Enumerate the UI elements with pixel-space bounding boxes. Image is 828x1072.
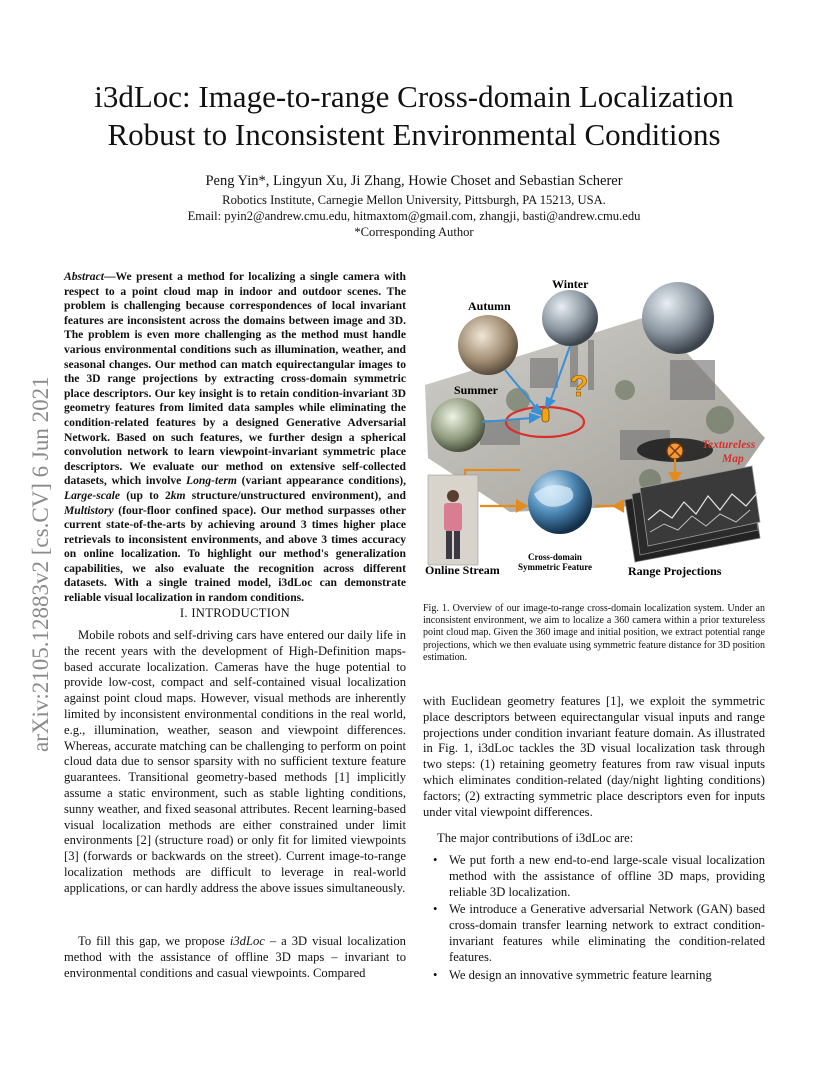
- label-map: Map: [722, 453, 744, 465]
- email: Email: pyin2@andrew.cmu.edu, hitmaxtom@gmail.com, zhangji, basti@andrew.cmu.edu: [187, 209, 641, 223]
- right-paragraph-2: The major contributions of i3dLoc are:: [437, 831, 634, 845]
- abstract-text-5: (four-floor confined space). Our method surpasses other current state-of-the-arts by achieving around 3 times higher place retrievals to inconsistent environments, and above 3 times accuracy on online localization. To highlight our method's generalization capabilities, we also evaluate the recognition across different datasets. With a single trained model, i3dLoc can demonstrate reliable visual localization in random conditions.: [64, 503, 406, 605]
- abstract-longterm: Long-term: [186, 474, 237, 488]
- label-autumn: Autumn: [468, 299, 511, 313]
- authors: Peng Yin*, Lingyun Xu, Ji Zhang, Howie Choset and Sebastian Scherer: [205, 173, 623, 189]
- intro-paragraph-1: Mobile robots and self-driving cars have entered our daily life in the recent years with the development of High-Definition maps-based accurate localization. Cameras have the huge potential to provide low-cost, compact and self-contained visual localization against point cloud maps. However, visual methods are inherently limited by inconsistent environmental conditions in the real world, e.g., illumination, weather, season and viewpoint differences. Whereas, accurate matching can be challenging to perform on point cloud data due to sensor sparsity with no sufficient texture feature guarantees. Transitional geometry-based methods [1] implicitly assume a static environment, such as stable lighting conditions, sunny weather, and fixed seasonal attributes. Recent learning-based visual localization methods are either constrained under limit environments [2] (structure road) or only fit for limited viewpoints [3] (forwards or backwards on the street). Current image-to-range localization methods are difficult to leverage in real-world applications, or can hardly address the above issues simultaneously.: [64, 628, 406, 895]
- intro-paragraph-2: [64, 934, 406, 981]
- intro-p2-start: To fill this gap, we propose: [78, 934, 230, 948]
- contributions-list: [423, 853, 765, 985]
- winter-sphere: [542, 290, 598, 346]
- title-line-2: Robust to Inconsistent Environmental Conditions: [107, 117, 721, 152]
- paper-title: [40, 78, 788, 154]
- intro-p2-name: i3dLoc: [229, 934, 265, 948]
- contribution-item: • We design an innovative symmetric feature learning: [423, 968, 765, 984]
- abstract-text-1: We present a method for localizing a single camera with respect to a point cloud map in indoor and outdoor scenes. The problem is challenging because correspondences of local invariant features are inconsistent across the domains between image and 3D. The problem is even more challenging as the method must handle various environmental conditions such as illumination, weather, and seasonal changes. Our method can match equirectangular images to the 3D range projections by extracting cross-domain symmetric place descriptors. Our key insight is to retain condition-invariant 3D geometry features from limited data samples while eliminating the condition-related features by a designed Generative Adversarial Network. Based on such features, we further design a spherical convolution network to learn viewpoint-invariant symmetric place descriptors. We evaluate our method on extensive self-collected datasets, which involve: [64, 270, 406, 488]
- affiliation: Robotics Institute, Carnegie Mellon University, Pittsburgh, PA 15213, USA.: [222, 193, 606, 207]
- abstract-text-2: (variant appearance conditions),: [236, 474, 406, 488]
- label-winter: Winter: [552, 277, 589, 291]
- summer-sphere: [431, 398, 485, 452]
- label-range-projections: Range Projections: [628, 564, 722, 578]
- label-textureless: Textureless: [702, 439, 756, 451]
- map-corner-sphere: [642, 282, 714, 354]
- label-cross-domain-2: Symmetric Feature: [518, 562, 593, 572]
- camera-pin-icon: [542, 408, 549, 422]
- arxiv-id: arXiv:2105.12883v2 [cs.CV] 6 Jun 2021: [28, 376, 53, 752]
- title-line-1: i3dLoc: Image-to-range Cross-domain Localization: [94, 79, 734, 114]
- figure-1: [420, 270, 770, 592]
- question-mark-icon: ?: [570, 370, 589, 403]
- abstract-km: km: [170, 488, 186, 502]
- contribution-item: • We put forth a new end-to-end large-scale visual localization method with the assistance of offline 3D maps, providing reliable 3D localization.: [423, 853, 765, 900]
- abstract-text-4: structure/unstructured environment), and: [185, 488, 406, 502]
- abstract: [64, 270, 406, 606]
- abstract-text-3: (up to 2: [120, 488, 171, 502]
- abstract-largescale: Large-scale: [64, 488, 121, 502]
- abstract-multistory: Multistory: [64, 503, 114, 517]
- label-cross-domain-1: Cross-domain: [528, 552, 582, 562]
- arxiv-stamp: [8, 240, 60, 800]
- autumn-sphere: [458, 315, 518, 375]
- corresponding-author: *Corresponding Author: [354, 225, 474, 239]
- online-stream-image: [428, 475, 478, 565]
- section-heading-introduction: I. INTRODUCTION: [179, 606, 291, 620]
- intro-p2-rest: – a 3D visual localization method with the assistance of offline 3D maps – invariant to environmental conditions and casual viewpoints. Compared: [64, 934, 406, 980]
- right-paragraph-1: with Euclidean geometry features [1], we exploit the symmetric place descriptors between equirectangular visual inputs and range projections under condition invariant feature domain. As illustrated in Fig. 1, i3dLoc tackles the 3D visual localization task through two steps: (1) retaining geometry features from raw visual inputs which eliminates condition-related (day/night lighting conditions) factors; (2) extracting symmetric place descriptors even for inputs under vital viewpoint differences.: [423, 694, 765, 819]
- label-summer: Summer: [454, 383, 498, 397]
- contribution-item: • We introduce a Generative adversarial Network (GAN) based cross-domain transfer learning network to extract condition-invariant features while eliminating the condition-related features.: [423, 902, 765, 965]
- label-online-stream: Online Stream: [425, 563, 500, 577]
- abstract-sep: —: [103, 270, 116, 283]
- abstract-label: Abstract: [64, 270, 104, 283]
- figure-1-caption: Fig. 1. Overview of our image-to-range cross-domain localization system. Under an inconsistent environment, we aim to localize a 360 camera within a prior textureless point cloud map. Given the 360 image and initial position, we extract potential range projections, which we then evaluate using symmetric feature distance for 3D position estimation.: [423, 603, 765, 663]
